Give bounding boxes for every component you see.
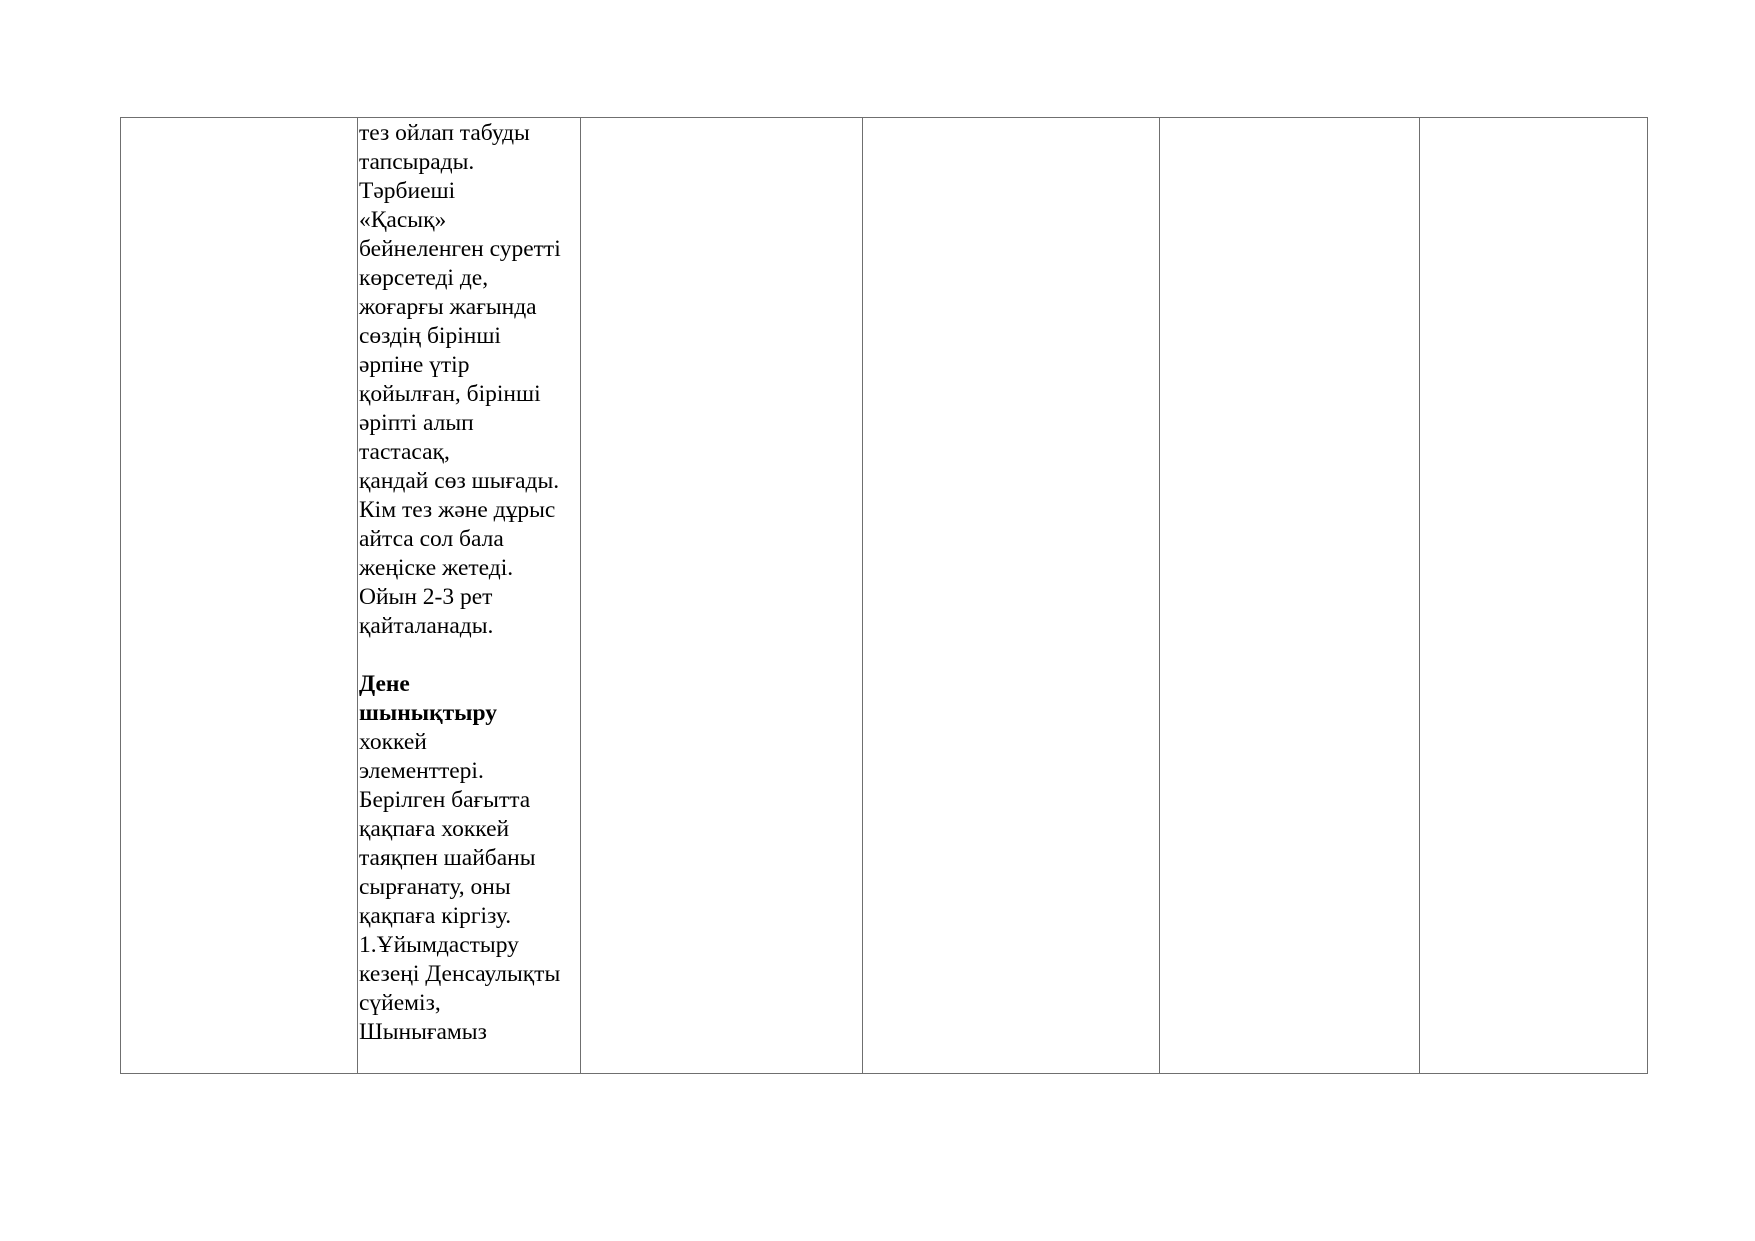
bold-text-line: шынықтыру <box>359 700 498 726</box>
table-cell-col-6 <box>1420 118 1648 1074</box>
text-line: сырғанату, оны <box>359 874 511 900</box>
bold-text-line: Дене <box>359 671 410 697</box>
text-line: Кім тез және дұрыс <box>359 497 556 523</box>
text-line: кезеңі Денсаулықты <box>359 961 561 987</box>
text-line: бейнеленген суретті <box>359 236 561 262</box>
text-line: көрсетеді де, <box>359 265 489 291</box>
text-line: қақпаға кіргізу. <box>359 903 512 929</box>
text-line: Тәрбиеші <box>359 178 456 204</box>
table-cell-col-2 <box>358 118 581 1074</box>
table-cell-col-3 <box>581 118 863 1074</box>
text-line: 1.Ұйымдастыру <box>359 932 519 958</box>
table-row <box>121 118 1648 1074</box>
text-line: әріпті алып <box>359 410 474 436</box>
text-line: сөздің бірінші <box>359 323 501 349</box>
text-line: жеңіске жетеді. <box>359 555 514 581</box>
text-line: Ойын 2-3 рет <box>359 584 493 610</box>
text-line: Шынығамыз <box>359 1019 487 1045</box>
text-line: жоғарғы жағында <box>359 294 537 320</box>
text-line: тапсырады. <box>359 149 475 175</box>
table-cell-col-5 <box>1160 118 1420 1074</box>
text-line: сүйеміз, <box>359 990 441 1016</box>
text-line <box>359 641 580 670</box>
text-line: тастасақ, <box>359 439 450 465</box>
text-line: тез ойлап табуды <box>359 120 530 146</box>
table-cell-col-1 <box>121 118 358 1074</box>
text-line: айтса сол бала <box>359 526 504 552</box>
text-line: хоккей <box>359 729 427 755</box>
text-line: қандай сөз шығады. <box>359 468 560 494</box>
text-line: қайталанады. <box>359 613 494 639</box>
text-line: «Қасық» <box>359 207 447 233</box>
table-cell-col-4 <box>863 118 1160 1074</box>
text-line: Берілген бағытта <box>359 787 531 813</box>
text-line: әрпіне үтір <box>359 352 470 378</box>
text-line: қойылған, бірінші <box>359 381 541 407</box>
text-line: таяқпен шайбаны <box>359 845 536 871</box>
cell-text-block <box>358 118 580 1047</box>
text-line: қақпаға хоккей <box>359 816 510 842</box>
text-line: элементтері. <box>359 758 484 784</box>
plan-table <box>120 117 1648 1074</box>
